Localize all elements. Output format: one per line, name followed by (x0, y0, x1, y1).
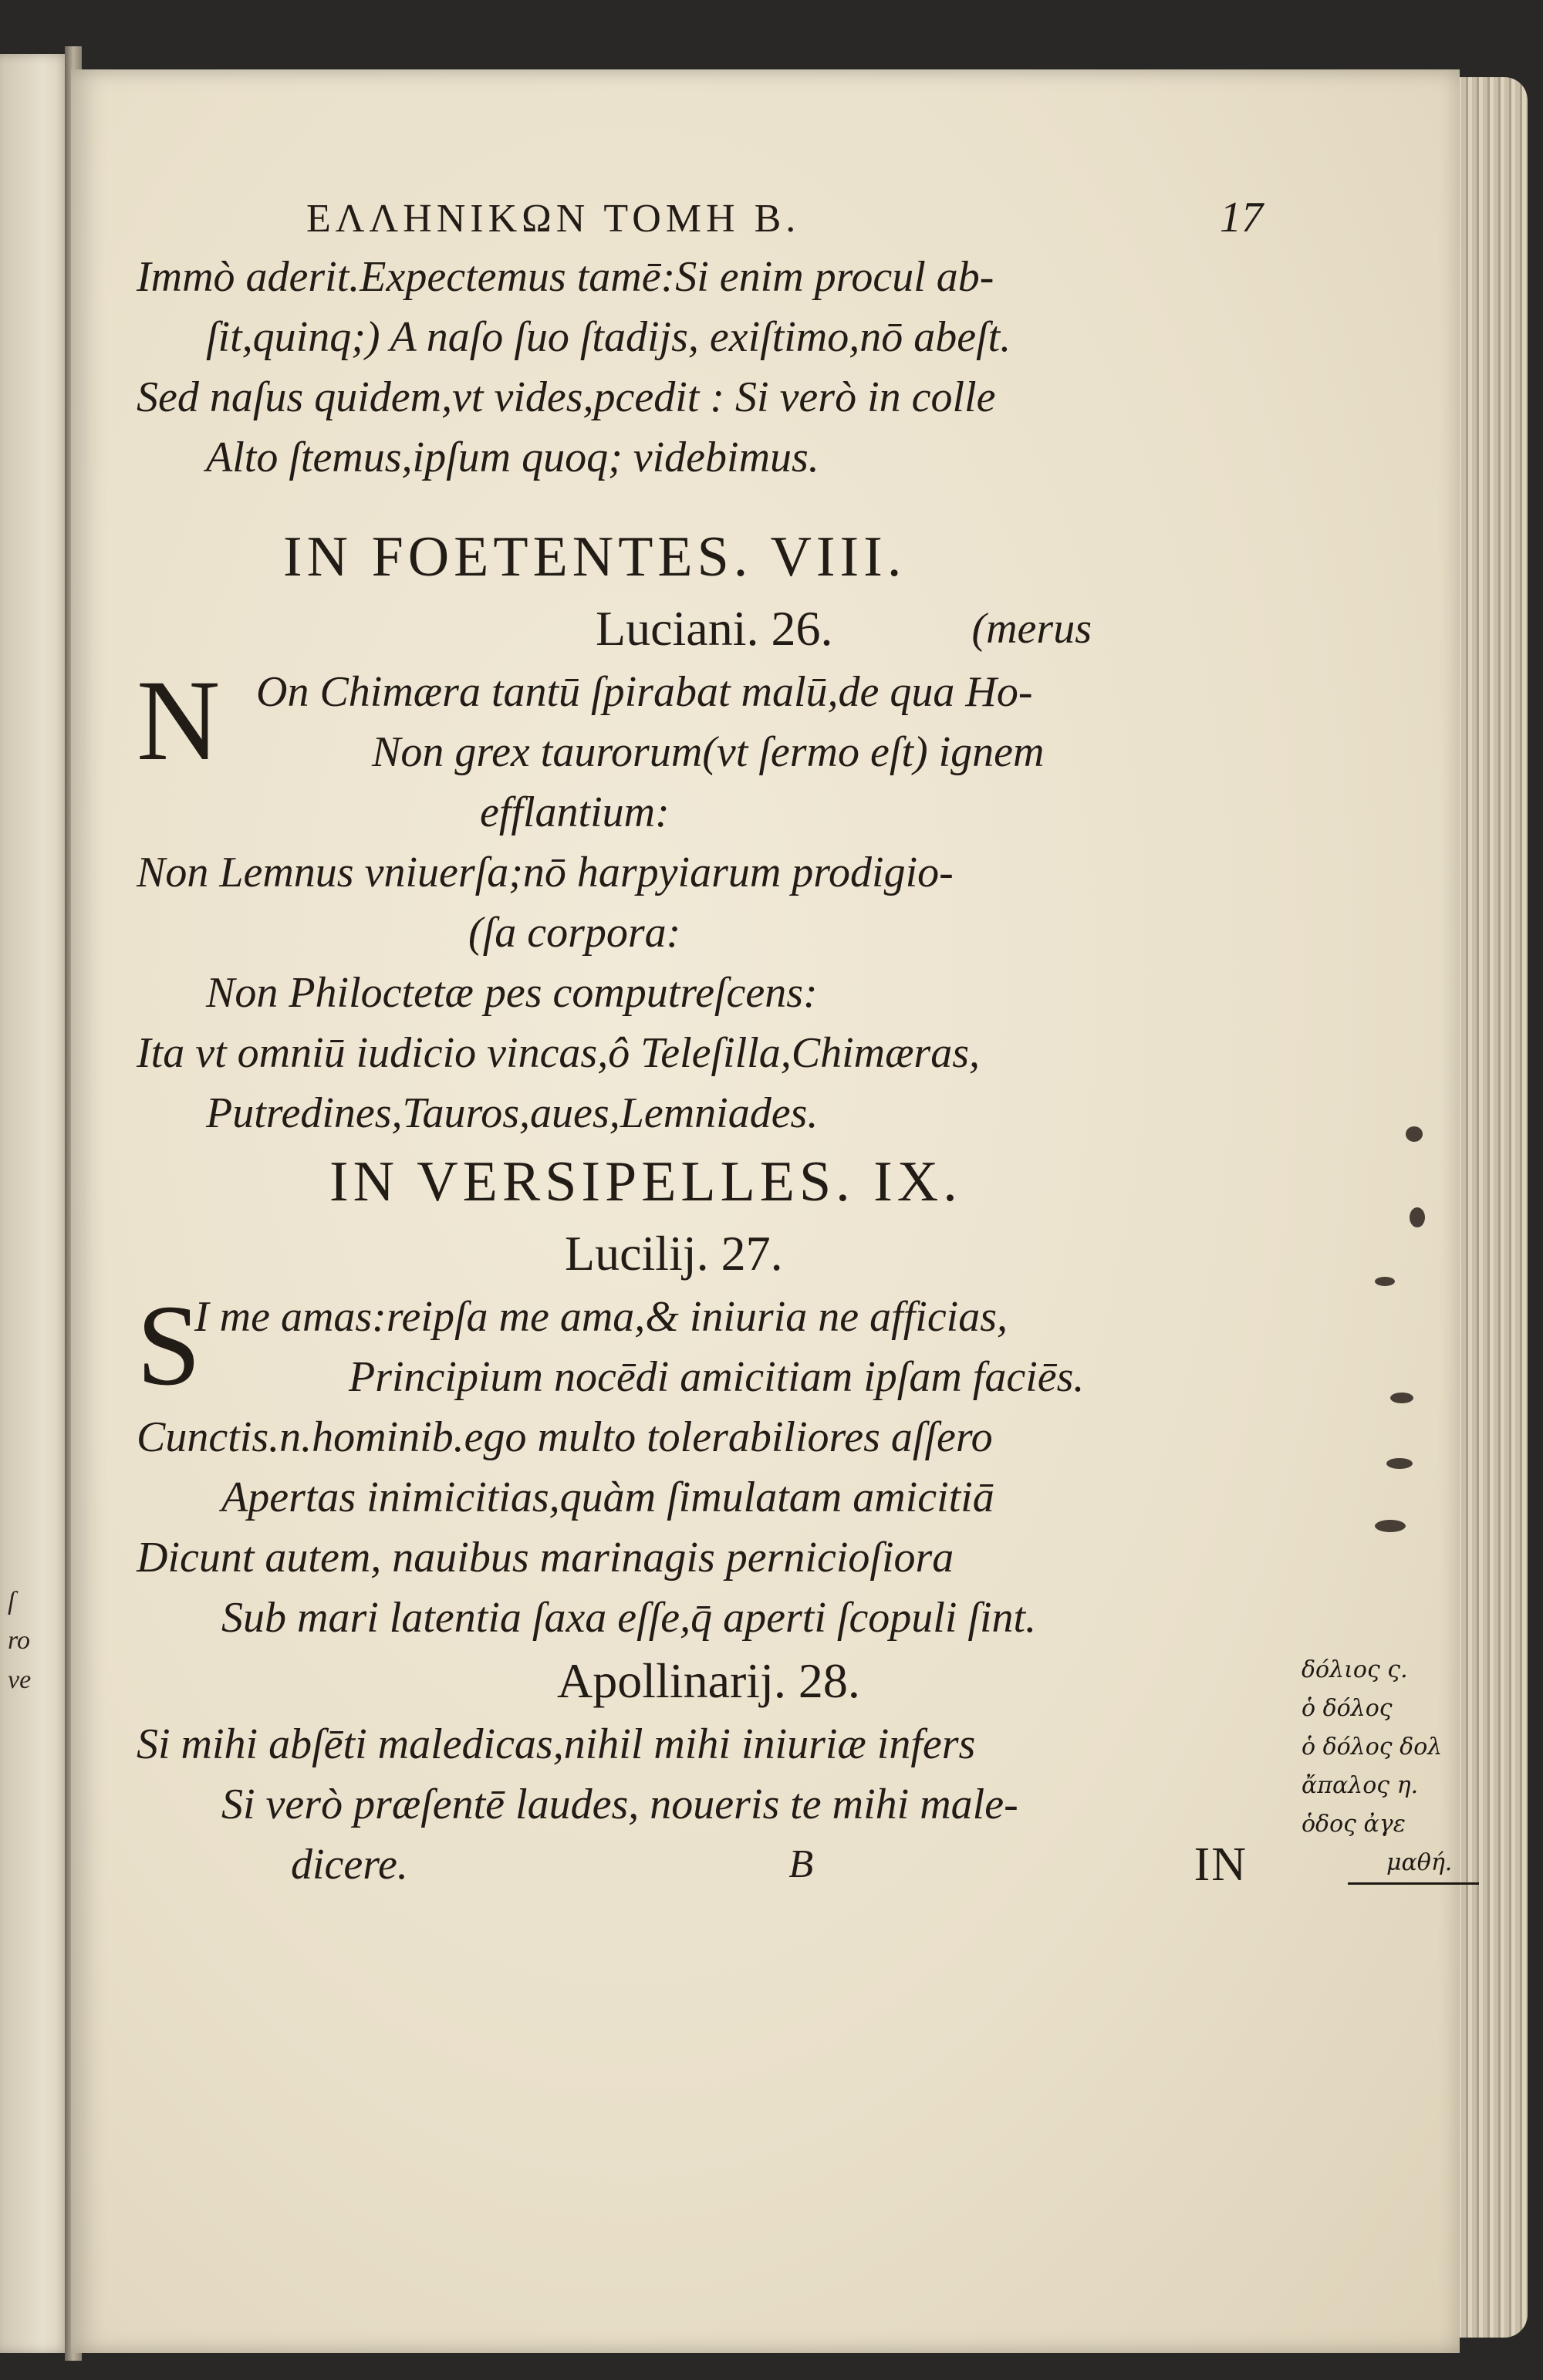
author-name: Luciani. 26. (596, 601, 833, 656)
ink-spot (1390, 1393, 1413, 1403)
drop-cap: N (137, 657, 221, 785)
signature-mark: B (788, 1842, 814, 1886)
epigram-author (137, 596, 1278, 662)
text-line: Cunctis.n.hominib.ego multo tolerabiliores aſſero (137, 1413, 993, 1461)
left-note-line: ro (8, 1626, 30, 1655)
left-page-edge (0, 54, 71, 2353)
text-line: Alto ſtemus,ipſum quoq; videbimus. (206, 434, 819, 481)
running-head-title: ΕΛΛΗΝΙΚΩΝ ΤΟΜΗ Β. (306, 197, 801, 241)
margin-note-line: ὁδος ἀγε (1302, 1811, 1406, 1838)
epigram-author: Lucilij. 27. (565, 1226, 783, 1281)
left-margin-notes (8, 1582, 62, 1700)
drop-cap: S (137, 1281, 201, 1409)
text-line: efflantium: (480, 788, 670, 836)
text-line: dicere. (291, 1841, 408, 1889)
text-line: ſit,quinq;) A naſo ſuo ſtadijs, exiſtimo,nō abeſt. (206, 313, 1011, 361)
left-note-line: ſ (8, 1587, 15, 1615)
text-line: Apertas inimicitias,quàm ſimulatam amicitiā (221, 1474, 994, 1521)
margin-note-line: ὁ δόλος δολ (1302, 1734, 1443, 1761)
margin-note-line: μαθή. (1386, 1849, 1453, 1876)
text-line: Non Lemnus vniuerſa;nō harpyiarum prodigio- (137, 849, 954, 896)
carried-word: (merus (971, 605, 1092, 653)
page-text (137, 193, 1278, 1895)
text-line: Sed naſus quidem,vt vides,pcedit : Si verò in colle (137, 373, 996, 421)
text-line: Putredines,Tauros,aues,Lemniades. (206, 1089, 819, 1137)
ink-spot (1386, 1458, 1413, 1469)
right-margin-notes (1302, 1651, 1510, 1885)
book-page (71, 69, 1460, 2353)
epigram-author: Apollinarij. 28. (557, 1653, 860, 1708)
section-heading: IN VERSIPELLES. IX. (329, 1150, 962, 1214)
text-line: (ſa corpora: (468, 909, 681, 957)
ink-spot (1375, 1520, 1406, 1532)
margin-note-line: δόλιος ς. (1302, 1656, 1408, 1683)
section-heading: IN FOETENTES. VIII. (283, 525, 907, 589)
text-line: Dicunt autem, nauibus marinagis pernicioſiora (137, 1534, 954, 1582)
text-line: Immò aderit.Expectemus tamē:Si enim procul ab- (137, 253, 994, 301)
text-line: Ita vt omniū iudicio vincas,ô Teleſilla,Chimæras, (137, 1029, 981, 1077)
text-line: Si verò præſentē laudes, noueris te mihi male- (221, 1781, 1018, 1828)
page-edges (1450, 77, 1528, 2338)
ink-spot (1375, 1277, 1395, 1286)
text-line: Non grex taurorum(vt ſermo eſt) ignem (372, 728, 1045, 776)
left-note-line: ve (8, 1666, 32, 1694)
final-line (137, 1835, 1278, 1895)
ink-spot (1406, 1126, 1423, 1142)
margin-note-rule (1348, 1882, 1479, 1885)
margin-note-line: ὁ δόλος (1302, 1695, 1393, 1722)
epigram-body (137, 1281, 1278, 1409)
text-line: I me amas:reipſa me ama,& iniuria ne afficias, (194, 1293, 1008, 1341)
running-head (137, 193, 1278, 247)
text-line: On Chimæra tantū ſpirabat malū,de qua Ho- (256, 668, 1033, 716)
text-line: Si mihi abſēti maledicas,nihil mihi iniuriæ infers (137, 1720, 976, 1768)
margin-note-line: ἄπαλος η. (1302, 1772, 1419, 1799)
text-line: Principium nocēdi amicitiam ipſam faciēs. (349, 1353, 1085, 1401)
page-number: 17 (1220, 194, 1263, 241)
text-line: Non Philoctetæ pes computreſcens: (206, 969, 818, 1017)
epigram-body (137, 657, 1278, 842)
catchword: IN (1194, 1838, 1248, 1891)
text-line: Sub mari latentia ſaxa eſſe,q̄ aperti ſcopuli ſint. (221, 1594, 1037, 1642)
ink-spot (1410, 1207, 1425, 1227)
